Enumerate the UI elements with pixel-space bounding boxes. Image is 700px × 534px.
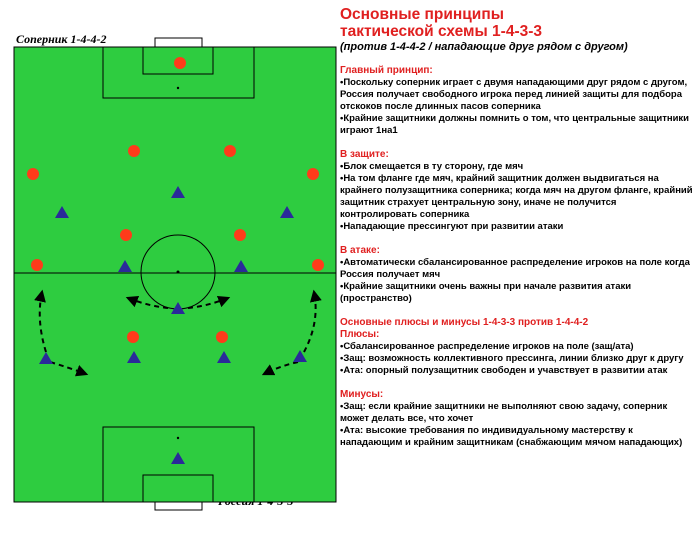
section-point: •Ата: опорный полузащитник свободен и учавствует в развитии атак bbox=[340, 365, 668, 376]
tactics-text-panel bbox=[340, 6, 696, 449]
section-main-principle bbox=[340, 65, 696, 137]
opponent-formation-label: Соперник 1-4-4-2 bbox=[16, 32, 107, 46]
section-pros bbox=[340, 317, 696, 377]
opponent-player bbox=[120, 229, 132, 241]
section-heading: Основные плюсы и минусы 1-4-3-3 против 1-4-4-2 bbox=[340, 317, 589, 328]
opponent-player bbox=[312, 259, 324, 271]
bottom-penalty-spot bbox=[177, 437, 179, 439]
section-point: •Ата: высокие требования по индивидуальному мастерству к нападающим и крайним защитникам (снабжающим мячом нападающих) bbox=[340, 425, 683, 448]
opponent-player bbox=[224, 145, 236, 157]
section-heading: В защите: bbox=[340, 149, 389, 160]
opponent-player bbox=[307, 168, 319, 180]
section-point: •Сбалансированное распределение игроков на поле (защ/ата) bbox=[340, 341, 634, 352]
opponent-forward bbox=[216, 331, 228, 343]
section-point: •На том фланге где мяч, крайний защитник должен выдвигаться на крайнего полузащитника соперника; когда мяч на другом фланге, крайний защитник страхует центральную зону, иначе не получится контролировать соперника bbox=[340, 173, 693, 220]
pitch-surface bbox=[14, 47, 336, 502]
section-point: •Поскольку соперник играет с двумя нападающими друг рядом с другом, Россия получает свободного игрока перед линией защиты для подбора отскоков после длинных пасов соперника bbox=[340, 77, 688, 112]
panel-subtitle: (против 1-4-4-2 / нападающие друг рядом с другом) bbox=[340, 41, 628, 53]
panel-title-line1: Основные принципы bbox=[340, 6, 504, 23]
section-heading: В атаке: bbox=[340, 245, 380, 256]
section-point: •Блок смещается в ту сторону, где мяч bbox=[340, 161, 524, 172]
opponent-player bbox=[31, 259, 43, 271]
opponent-forward bbox=[127, 331, 139, 343]
top-penalty-spot bbox=[177, 87, 179, 89]
section-point: •Защ: возможность коллективного прессинга, линии близко друг к другу bbox=[340, 353, 684, 364]
opponent-player bbox=[128, 145, 140, 157]
section-point: •Защ: если крайние защитники не выполняют свою задачу, соперник может делать все, что хочет bbox=[340, 401, 668, 424]
section-cons bbox=[340, 389, 696, 449]
section-heading: Главный принцип: bbox=[340, 65, 433, 76]
opponent-player bbox=[234, 229, 246, 241]
center-spot bbox=[177, 271, 180, 274]
section-defense bbox=[340, 149, 696, 233]
section-point: •Крайние защитники должны помнить о том, что центральные защитники играют 1на1 bbox=[340, 113, 690, 136]
section-point: •Автоматически сбалансированное распределение игроков на поле когда Россия получает мяч bbox=[340, 257, 690, 280]
opponent-player bbox=[27, 168, 39, 180]
bottom-goal bbox=[155, 502, 202, 510]
section-heading: Минусы: bbox=[340, 389, 384, 400]
section-point: •Нападающие прессингуют при развитии атаки bbox=[340, 221, 564, 232]
football-pitch-diagram bbox=[0, 0, 340, 534]
top-goal bbox=[155, 38, 202, 47]
panel-title-line2: тактической схемы 1-4-3-3 bbox=[340, 23, 543, 40]
section-attack bbox=[340, 245, 696, 305]
section-point: •Крайние защитники очень важны при начале развития атаки (пространство) bbox=[340, 281, 632, 304]
opponent-goalkeeper bbox=[174, 57, 186, 69]
section-subheading: Плюсы: bbox=[340, 329, 380, 340]
